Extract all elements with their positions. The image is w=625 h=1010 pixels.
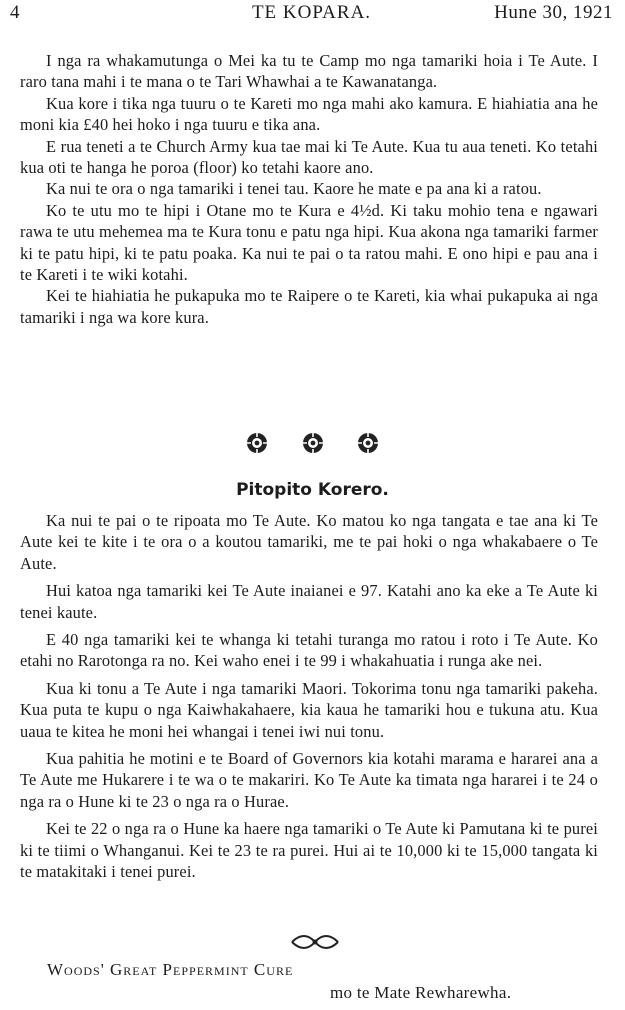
page-number: 4 xyxy=(10,2,20,23)
paragraph: Hui katoa nga tamariki kei Te Aute inaianei e 97. Katahi ano ka eke a Te Aute ki tenei kaute. xyxy=(20,581,598,622)
paragraph: Kua ki tonu a Te Aute i nga tamariki Maori. Tokorima tonu nga tamariki pakeha. Kua puta te kupu o nga Kaiwhakahaere, kia kaua he tamariki hou e tukuna atu. Kua uaua te kitea he moni hei whangai i tenei iwi nui tonu. xyxy=(20,678,598,741)
section-ornaments xyxy=(0,432,625,454)
advertisement-title: Woods' Great Peppermint Cure xyxy=(47,960,294,979)
page-header xyxy=(10,2,613,26)
paragraph: E 40 nga tamariki kei te whanga ki tetahi turanga mo ratou i roto i Te Aute. Ko etahi no Rarotonga ra no. Kei waho enei i te 99 i whakahuatia i runga ake nei. xyxy=(20,630,598,671)
paragraph: Ka nui te pai o te ripoata mo Te Aute. Ko matou ko nga tangata e tae ana ki Te Aute kei te kite i te ora o a koutou tamariki, me te pai hoki o nga whakabaere o Te Aute. xyxy=(20,511,598,573)
advertisement-subtitle: mo te Mate Rewharewha. xyxy=(330,983,512,1002)
paragraph: Kei te hiahiatia he pukapuka mo te Raipere o te Kareti, kia whai pukapuka ai nga tamariki i nga wa kore kura. xyxy=(20,286,598,327)
paragraph: Kua kore i tika nga tuuru o te Kareti mo nga mahi ako kamura. E hiahiatia ana he moni kia £40 hei hoko i nga tuuru e tika ana. xyxy=(20,93,598,135)
news-items-section xyxy=(20,510,598,889)
school-news-section xyxy=(20,50,598,328)
paragraph: Ka nui te ora o nga tamariki i tenei tau. Kaore he mate e pa ana ki a ratou. xyxy=(46,179,542,199)
paragraph: I nga ra whakamutunga o Mei ka tu te Camp mo nga tamariki hoia i Te Aute. I raro tana mahi i te mana o te Tari Whawhai a te Kawanatanga. xyxy=(20,51,598,92)
paragraph: Ko te utu mo te hipi i Otane mo te Kura e 4½d. Ki taku mohio tena e ngawari rawa te utu mehemea ma te Kura tonu e patu nga hipi. Kua akona nga tamariki farmer ki te patu hipi, ki te patu poaka. Ka nui te pai o ta ratou mahi. E ono hipi e pau ana i te Kareti i te wiki kotahi. xyxy=(20,200,598,285)
flower-ornament-icon xyxy=(246,432,268,454)
publication-title: TE KOPARA. xyxy=(251,2,372,23)
section-heading: Pitopito Korero. xyxy=(236,480,389,500)
divider-ornament-icon xyxy=(290,934,340,950)
issue-date: Hune 30, 1921 xyxy=(494,2,613,23)
flower-ornament-icon xyxy=(302,432,324,454)
paragraph: Kua pahitia he motini e te Board of Governors kia kotahi marama e hararei ana a Te Aute me Hukarere i te wa o te makariri. Ko Te Aute ka timata nga hararei i te 24 o nga ra o Hune ki te 23 o nga ra o Hurae. xyxy=(20,749,598,811)
paragraph: Kei te 22 o nga ra o Hune ka haere nga tamariki o Te Aute ki Pamutana ki te purei ki te tiimi o Whanganui. Kei te 23 te ra purei. Hui ai te 10,000 ki te 15,000 tangata ki te matakitaki i tenei purei. xyxy=(20,819,598,882)
paragraph: E rua teneti a te Church Army kua tae mai ki Te Aute. Kua tu aua teneti. Ko tetahi kua oti te hanga he poroa (floor) ko tetahi kaore ano. xyxy=(20,136,598,178)
flower-ornament-icon xyxy=(357,432,379,454)
